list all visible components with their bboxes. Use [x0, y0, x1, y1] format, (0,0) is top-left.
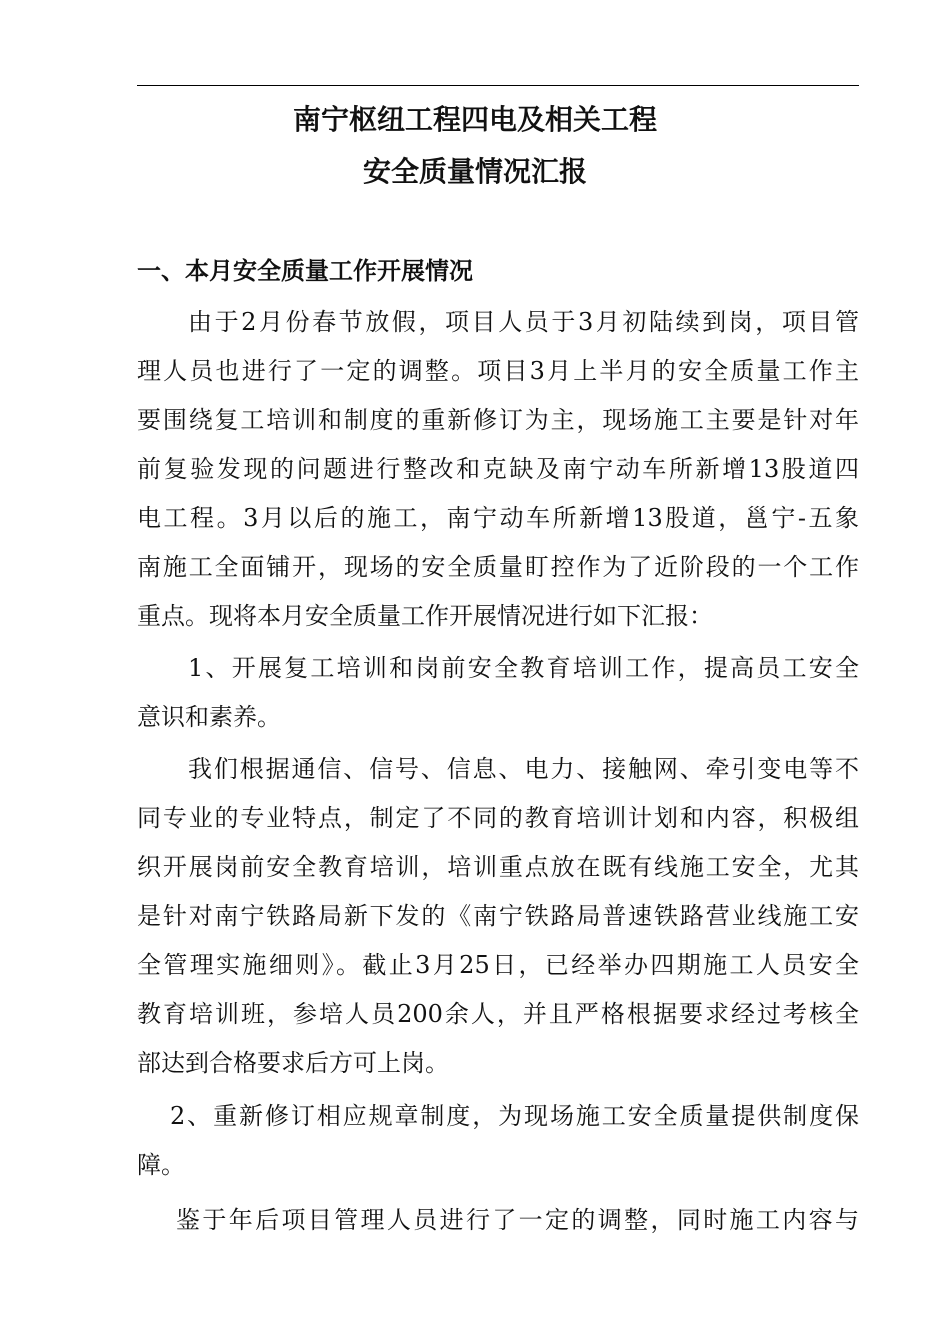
section-1-heading: 一、本月安全质量工作开展情况: [137, 257, 473, 285]
item-2-line: 障。: [137, 1151, 185, 1179]
item-1-line: 意识和素养。: [137, 703, 281, 731]
paragraph-2-line: 我们根据通信、信号、信息、电力、接触网、牵引变电等不: [188, 755, 859, 783]
document-title-line-2: 安全质量情况汇报: [362, 155, 587, 188]
paragraph-1-line: 电工程。3月以后的施工，南宁动车所新增13股道，邕宁-五象: [137, 504, 859, 532]
document-title-line-1: 南宁枢纽工程四电及相关工程: [292, 103, 657, 136]
paragraph-2-line: 是针对南宁铁路局新下发的《南宁铁路局普速铁路营业线施工安: [137, 902, 859, 930]
paragraph-1-line: 要围绕复工培训和制度的重新修订为主，现场施工主要是针对年: [137, 406, 859, 434]
paragraph-1-line: 前复验发现的问题进行整改和克缺及南宁动车所新增13股道四: [137, 455, 859, 483]
paragraph-2-line: 同专业的专业特点，制定了不同的教育培训计划和内容，积极组: [137, 804, 859, 832]
item-1-line: 1、开展复工培训和岗前安全教育培训工作，提高员工安全: [188, 654, 859, 682]
paragraph-1-line: 理人员也进行了一定的调整。项目3月上半月的安全质量工作主: [137, 357, 859, 385]
paragraph-2-line: 教育培训班，参培人员200余人，并且严格根据要求经过考核全: [137, 1000, 859, 1028]
item-2-line: 2、重新修订相应规章制度，为现场施工安全质量提供制度保: [170, 1102, 859, 1130]
paragraph-1-line: 由于2月份春节放假，项目人员于3月初陆续到岗，项目管: [188, 308, 859, 336]
header-rule: [137, 85, 859, 86]
paragraph-2-line: 织开展岗前安全教育培训，培训重点放在既有线施工安全，尤其: [137, 853, 859, 881]
paragraph-2-line: 全管理实施细则》。截止3月25日，已经举办四期施工人员安全: [137, 951, 859, 979]
paragraph-1-line: 重点。现将本月安全质量工作开展情况进行如下汇报：: [137, 602, 713, 630]
paragraph-1-line: 南施工全面铺开，现场的安全质量盯控作为了近阶段的一个工作: [137, 553, 859, 581]
paragraph-3-line: 鉴于年后项目管理人员进行了一定的调整，同时施工内容与: [176, 1206, 859, 1234]
paragraph-2-line: 部达到合格要求后方可上岗。: [137, 1049, 449, 1077]
